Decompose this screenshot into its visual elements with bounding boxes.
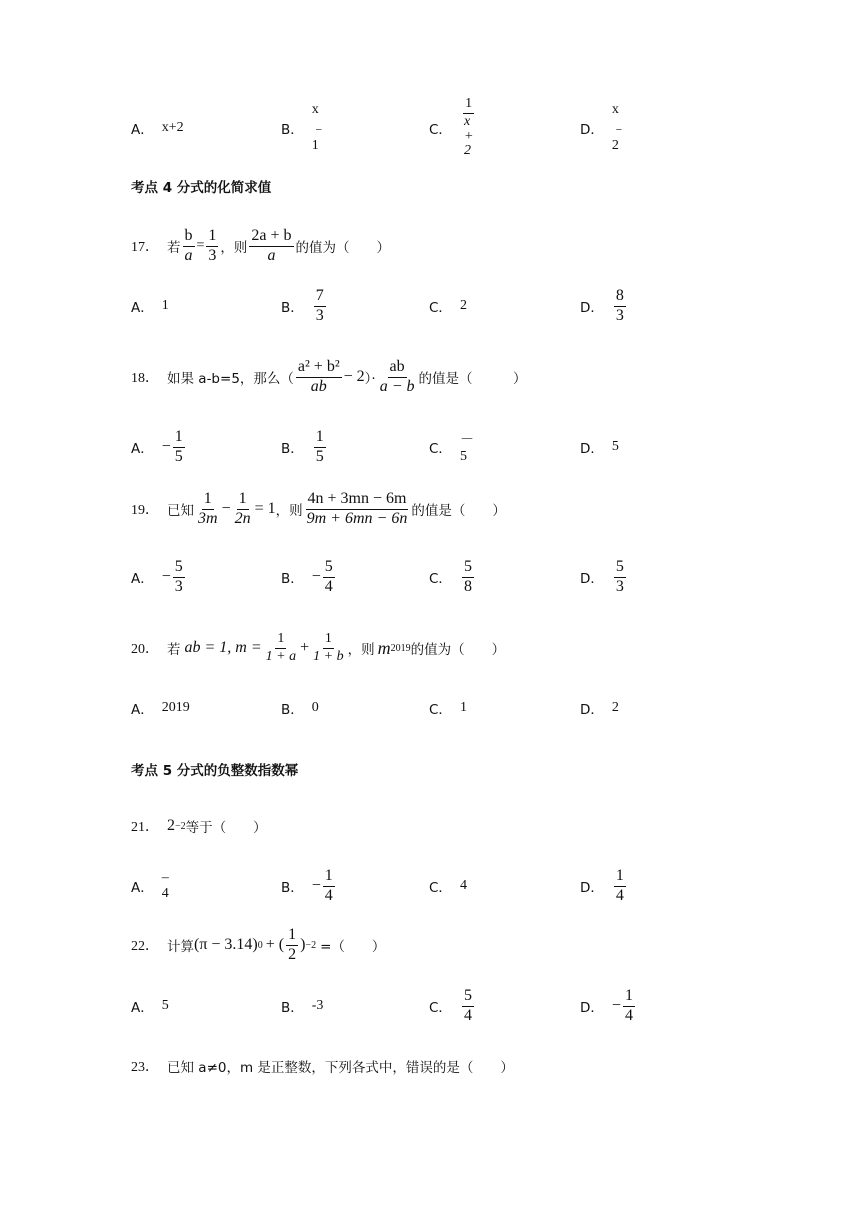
plus-sign: + bbox=[300, 639, 310, 656]
option-label: C． bbox=[429, 441, 452, 457]
option-text: 0 bbox=[311, 700, 319, 715]
option-label: A． bbox=[131, 441, 154, 457]
option-label: B． bbox=[281, 571, 304, 587]
condition: ab = 1, m = bbox=[184, 639, 262, 656]
option-label: A． bbox=[131, 1000, 154, 1016]
q20-option-a bbox=[131, 678, 190, 738]
option-label: C． bbox=[429, 702, 452, 718]
numerator: 1 bbox=[286, 927, 298, 946]
section-5-title: 考点 5 分式的负整数指数幂 bbox=[131, 763, 299, 779]
question-text: =（ ） bbox=[320, 939, 386, 955]
fraction bbox=[462, 97, 475, 159]
exponent-neg-two: −2 bbox=[305, 939, 317, 951]
power-base: m bbox=[377, 637, 391, 658]
question-20 bbox=[131, 625, 505, 671]
question-text: 的值为（ ） bbox=[410, 642, 506, 658]
denominator: 2n bbox=[234, 509, 251, 527]
option-label: A． bbox=[131, 880, 154, 896]
numerator: 5 bbox=[614, 559, 626, 578]
option-text: －5 bbox=[459, 433, 474, 464]
minus-sign: − bbox=[161, 438, 171, 455]
question-number: 19． bbox=[131, 503, 159, 518]
option-label: B． bbox=[281, 300, 304, 316]
question-text: 若 bbox=[167, 642, 181, 658]
question-text: ，则 bbox=[275, 503, 303, 519]
q19-option-a bbox=[131, 547, 187, 607]
q22-option-b bbox=[281, 976, 323, 1036]
denominator: a bbox=[184, 246, 193, 264]
denominator: ab bbox=[310, 377, 327, 395]
fraction-b-over-a bbox=[183, 228, 195, 265]
numerator: 8 bbox=[614, 288, 626, 307]
q20-option-c bbox=[429, 678, 467, 738]
fraction-sum-squares bbox=[296, 359, 342, 396]
question-number: 20． bbox=[131, 642, 159, 657]
fraction-1-over-3m bbox=[196, 491, 220, 528]
denominator: 3 bbox=[208, 246, 217, 264]
denominator: a bbox=[267, 246, 276, 264]
fraction-expression bbox=[249, 228, 293, 265]
option-label: B． bbox=[281, 880, 304, 896]
denominator: 3 bbox=[315, 306, 324, 324]
numerator: 1 bbox=[206, 228, 218, 247]
numerator: 1 bbox=[463, 97, 474, 114]
q22-option-c bbox=[429, 976, 476, 1036]
option-label: C． bbox=[429, 300, 452, 316]
denominator: 4 bbox=[463, 1006, 472, 1024]
question-number: 23． bbox=[131, 1060, 159, 1075]
numerator: 5 bbox=[462, 988, 474, 1007]
q21-option-b bbox=[281, 856, 337, 916]
denominator: a − b bbox=[379, 377, 415, 395]
option-label: D． bbox=[580, 441, 604, 457]
q16-option-c bbox=[429, 98, 477, 158]
option-text: –4 bbox=[161, 870, 169, 901]
fraction bbox=[614, 288, 626, 325]
equals-sign: = bbox=[196, 238, 205, 253]
denominator: 1 + a bbox=[265, 648, 297, 664]
option-label: A． bbox=[131, 571, 154, 587]
question-text: 等于（ ） bbox=[185, 820, 267, 836]
fraction-1-over-2n bbox=[233, 491, 253, 528]
q16-option-b bbox=[281, 98, 326, 158]
q17-option-c bbox=[429, 276, 467, 336]
option-label: A． bbox=[131, 702, 154, 718]
numerator: 4n + 3mn − 6m bbox=[306, 491, 409, 510]
denominator: 1 + b bbox=[313, 648, 344, 664]
option-label: A． bbox=[131, 122, 154, 138]
option-label: C． bbox=[429, 122, 452, 138]
option-label: D． bbox=[580, 571, 604, 587]
denominator: 5 bbox=[315, 447, 324, 465]
equals-one: = 1 bbox=[254, 500, 276, 517]
minus-sign: − bbox=[311, 877, 321, 894]
question-text: 的值是（ ） bbox=[418, 371, 527, 387]
option-text: 2 bbox=[459, 298, 467, 313]
denominator: 4 bbox=[624, 1006, 633, 1024]
q21-option-d bbox=[580, 856, 628, 916]
fraction bbox=[614, 868, 626, 905]
exponent-zero: 0 bbox=[257, 939, 263, 951]
minus-sign: − bbox=[221, 500, 231, 517]
fraction bbox=[323, 559, 335, 596]
fraction bbox=[173, 429, 185, 466]
pi-expression: (π − 3.14) bbox=[194, 936, 258, 953]
q21-option-a bbox=[131, 856, 169, 916]
q17-option-a bbox=[131, 276, 169, 336]
denominator: 5 bbox=[174, 447, 183, 465]
option-text: 4 bbox=[459, 878, 467, 893]
minus-sign: − bbox=[161, 568, 171, 585]
option-label: D． bbox=[580, 300, 604, 316]
numerator: 1 bbox=[314, 429, 326, 448]
fraction-one-third bbox=[206, 228, 218, 265]
numerator: 5 bbox=[323, 559, 335, 578]
numerator: 1 bbox=[614, 868, 626, 887]
question-text: ，则 bbox=[347, 642, 375, 658]
option-label: D． bbox=[580, 702, 604, 718]
fraction-ab bbox=[378, 359, 417, 396]
denominator: 4 bbox=[324, 886, 333, 904]
option-text: x﹣1 bbox=[311, 102, 326, 153]
power-exponent: 2019 bbox=[390, 642, 411, 654]
numerator: 1 bbox=[237, 491, 249, 510]
denominator: 8 bbox=[463, 577, 472, 595]
q20-option-d bbox=[580, 678, 619, 738]
option-text: 5 bbox=[611, 439, 619, 454]
q18-option-a bbox=[131, 417, 187, 477]
option-label: D． bbox=[580, 122, 604, 138]
denominator: 9m + 6mn − 6n bbox=[306, 509, 408, 527]
numerator: 1 bbox=[323, 632, 334, 649]
minus-sign: − bbox=[611, 997, 621, 1014]
option-text: 2019 bbox=[161, 700, 190, 715]
q21-option-c bbox=[429, 856, 467, 916]
fraction bbox=[462, 988, 474, 1025]
question-21 bbox=[131, 812, 267, 840]
question-number: 18． bbox=[131, 371, 159, 386]
question-text: ）· bbox=[364, 371, 376, 387]
q22-option-a bbox=[131, 976, 169, 1036]
question-text: 如果 a-b=5，那么（ bbox=[167, 371, 294, 387]
denominator: 4 bbox=[324, 577, 333, 595]
denominator: 4 bbox=[615, 886, 624, 904]
section-4-title: 考点 4 分式的化简求值 bbox=[131, 180, 272, 196]
fraction bbox=[623, 988, 635, 1025]
fraction-expression bbox=[305, 491, 410, 528]
denominator: 3 bbox=[615, 577, 624, 595]
q18-option-b bbox=[281, 417, 328, 477]
option-label: A． bbox=[131, 300, 154, 316]
option-text: 1 bbox=[161, 298, 169, 313]
q19-option-b bbox=[281, 547, 337, 607]
question-23 bbox=[131, 1054, 514, 1078]
numerator: 5 bbox=[462, 559, 474, 578]
fraction-1-over-1-plus-b bbox=[311, 632, 345, 664]
numerator: 2a + b bbox=[249, 228, 293, 247]
fraction bbox=[173, 559, 185, 596]
option-text: 2 bbox=[611, 700, 619, 715]
option-text: 5 bbox=[161, 998, 169, 1013]
power-exponent: −2 bbox=[175, 820, 186, 832]
question-text: 计算 bbox=[167, 939, 194, 955]
q18-option-d bbox=[580, 417, 619, 477]
option-label: B． bbox=[281, 1000, 304, 1016]
option-label: C． bbox=[429, 880, 452, 896]
power-base: 2 bbox=[167, 817, 175, 834]
question-text: 已知 bbox=[167, 503, 194, 519]
option-label: B． bbox=[281, 702, 304, 718]
q17-option-d bbox=[580, 276, 628, 336]
option-label: B． bbox=[281, 441, 304, 457]
numerator: ab bbox=[388, 359, 407, 378]
numerator: b bbox=[183, 228, 195, 247]
fraction bbox=[323, 868, 335, 905]
denominator: x + 2 bbox=[463, 113, 474, 159]
minus-two: − 2 bbox=[343, 368, 365, 385]
q19-option-d bbox=[580, 547, 628, 607]
q17-option-b bbox=[281, 276, 328, 336]
fraction-1-over-1-plus-a bbox=[264, 632, 298, 664]
numerator: 1 bbox=[623, 988, 635, 1007]
q19-option-c bbox=[429, 547, 476, 607]
plus-paren: + ( bbox=[265, 936, 285, 953]
denominator: 3 bbox=[174, 577, 183, 595]
question-18 bbox=[131, 352, 527, 402]
fraction bbox=[614, 559, 626, 596]
option-text: x﹣2 bbox=[611, 102, 626, 153]
question-number: 21． bbox=[131, 820, 159, 835]
question-text: 已知 a≠0，m 是正整数，下列各式中，错误的是（ ） bbox=[167, 1060, 514, 1076]
q16-option-d bbox=[580, 98, 626, 158]
denominator: 3m bbox=[198, 509, 218, 527]
option-label: C． bbox=[429, 571, 452, 587]
option-label: D． bbox=[580, 1000, 604, 1016]
fraction bbox=[314, 288, 326, 325]
question-22 bbox=[131, 922, 385, 968]
numerator: 7 bbox=[314, 288, 326, 307]
q22-option-d bbox=[580, 976, 637, 1036]
question-17 bbox=[131, 222, 390, 270]
minus-sign: − bbox=[311, 568, 321, 585]
option-label: C． bbox=[429, 1000, 452, 1016]
fraction-one-half bbox=[286, 927, 298, 964]
numerator: 1 bbox=[202, 491, 214, 510]
numerator: 1 bbox=[173, 429, 185, 448]
option-text: x+2 bbox=[161, 120, 184, 135]
question-text: 的值为（ ） bbox=[295, 240, 391, 256]
option-label: B． bbox=[281, 122, 304, 138]
q18-option-c bbox=[429, 417, 474, 477]
question-text: 的值是（ ） bbox=[411, 503, 506, 519]
q20-option-b bbox=[281, 678, 319, 738]
question-number: 22． bbox=[131, 939, 159, 954]
question-19 bbox=[131, 484, 506, 534]
denominator: 3 bbox=[615, 306, 624, 324]
q16-option-a bbox=[131, 98, 184, 158]
question-number: 17． bbox=[131, 240, 159, 255]
numerator: a² + b² bbox=[296, 359, 342, 378]
question-text: 若 bbox=[167, 240, 181, 256]
option-text: 1 bbox=[459, 700, 467, 715]
fraction bbox=[314, 429, 326, 466]
denominator: 2 bbox=[288, 945, 297, 963]
close-paren: ) bbox=[300, 936, 306, 953]
numerator: 1 bbox=[323, 868, 335, 887]
numerator: 1 bbox=[275, 632, 286, 649]
question-text: ，则 bbox=[220, 240, 248, 256]
fraction bbox=[462, 559, 474, 596]
option-text: -3 bbox=[311, 998, 324, 1013]
numerator: 5 bbox=[173, 559, 185, 578]
option-label: D． bbox=[580, 880, 604, 896]
